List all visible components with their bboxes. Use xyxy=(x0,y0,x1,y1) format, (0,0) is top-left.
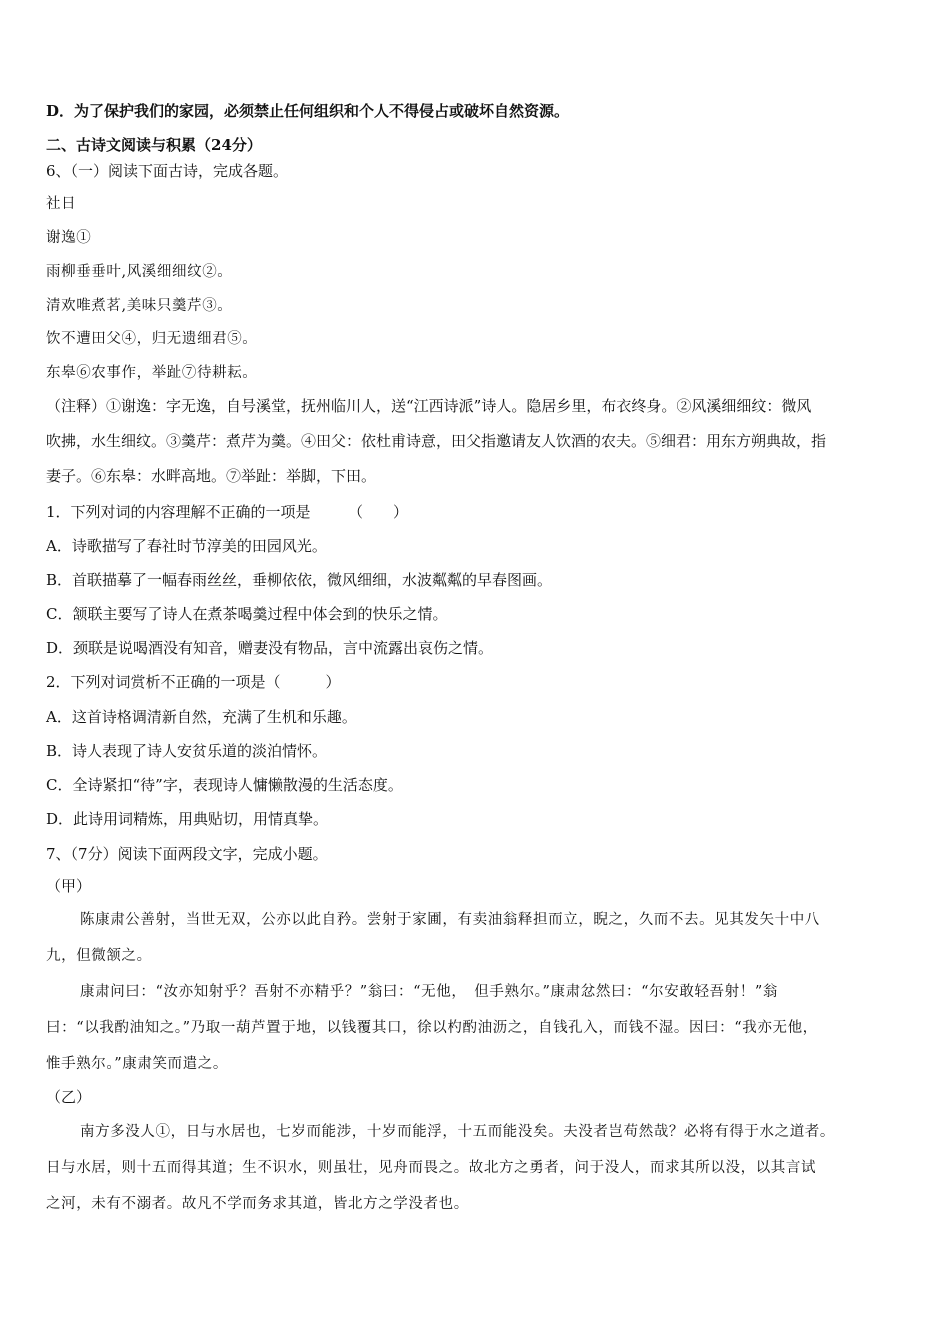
passage-yi-line: 南方多没人①，日与水居也，七岁而能涉，十岁而能浮，十五而能没矣。夫没者岂苟然哉？必将有得于水之道者。 xyxy=(80,1124,835,1140)
answer-option: D．颈联是说喝酒没有知音，赠妻没有物品，言中流露出哀伤之情。 xyxy=(46,639,494,657)
poem-notes-line: 妻子。⑥东皋：水畔高地。⑦举趾：举脚，下田。 xyxy=(46,467,377,485)
passage-jia-line: 曰：“以我酌油知之。”乃取一葫芦置于地，以钱覆其口，徐以杓酌油沥之，自钱孔入，而钱不湿。因曰：“我亦无他， xyxy=(46,1020,818,1036)
answer-option: D．此诗用词精炼，用典贴切，用情真挚。 xyxy=(46,810,329,828)
section-heading: 二、古诗文阅读与积累（24分） xyxy=(46,136,262,154)
answer-option: A．诗歌描写了春社时节淳美的田园风光。 xyxy=(46,537,327,555)
answer-option: B．首联描摹了一幅春雨丝丝，垂柳依依，微风细细，水波粼粼的早春图画。 xyxy=(46,571,553,589)
poem-line: 雨柳垂垂叶,风溪细细纹②。 xyxy=(46,264,233,280)
passage-jia-line: 惟手熟尔。”康肃笑而遣之。 xyxy=(46,1056,228,1072)
sub-question-1-stem: 1．下列对词的内容理解不正确的一项是 （ ） xyxy=(46,503,409,521)
poem-notes-line: （注释）①谢逸：字无逸，自号溪堂，抚州临川人，送“江西诗派”诗人。隐居乡里，布衣终身。②风溪细细纹：微风 xyxy=(46,397,812,415)
answer-option: A．这首诗格调清新自然，充满了生机和乐趣。 xyxy=(46,708,357,726)
answer-option: C．颔联主要写了诗人在煮茶喝羹过程中体会到的快乐之情。 xyxy=(46,605,448,623)
passage-yi-line: 日与水居，则十五而得其道；生不识水，则虽壮，见舟而畏之。故北方之勇者，问于没人，而求其所以没，以其言试 xyxy=(46,1160,817,1176)
poem-title: 社日 xyxy=(46,196,77,212)
question-6-intro: 6、（一）阅读下面古诗，完成各题。 xyxy=(46,162,289,180)
poem-line: 东皋⑥农事作，举趾⑦待耕耘。 xyxy=(46,365,258,381)
answer-option: C．全诗紧扣“待”字，表现诗人慵懒散漫的生活态度。 xyxy=(46,776,403,794)
passage-jia-line: 陈康肃公善射，当世无双，公亦以此自矜。尝射于家圃，有卖油翁释担而立，睨之，久而不去。见其发矢十中八 xyxy=(80,912,820,928)
answer-option: B．诗人表现了诗人安贫乐道的淡泊情怀。 xyxy=(46,742,328,760)
sub-question-2-stem: 2．下列对词赏析不正确的一项是（ ） xyxy=(46,673,341,691)
poem-author: 谢逸① xyxy=(46,230,92,246)
poem-line: 饮不遭田父④，归无遗细君⑤。 xyxy=(46,331,258,347)
poem-line: 清欢唯煮茗,美味只羹芹③。 xyxy=(46,298,233,314)
passage-jia-line: 康肃问曰：“汝亦知射乎？吾射不亦精乎？”翁曰：“无他， 但手熟尔。”康肃忿然曰：“尔安敢轻吾射！”翁 xyxy=(80,984,778,1000)
question-7-intro: 7、（7分）阅读下面两段文字，完成小题。 xyxy=(46,845,328,863)
passage-jia-label: （甲） xyxy=(46,877,92,895)
passage-yi-line: 之河，未有不溺者。故凡不学而务求其道，皆北方之学没者也。 xyxy=(46,1196,469,1212)
passage-yi-label: （乙） xyxy=(46,1088,92,1106)
passage-jia-line: 九，但微颔之。 xyxy=(46,948,152,964)
poem-notes-line: 吹拂，水生细纹。③羹芹：煮芹为羹。④田父：依杜甫诗意，田父指邀请友人饮酒的农夫。⑤细君：用东方朔典故，指 xyxy=(46,432,827,450)
prev-question-option-d: D．为了保护我们的家园，必须禁止任何组织和个人不得侵占或破坏自然资源。 xyxy=(46,102,570,120)
